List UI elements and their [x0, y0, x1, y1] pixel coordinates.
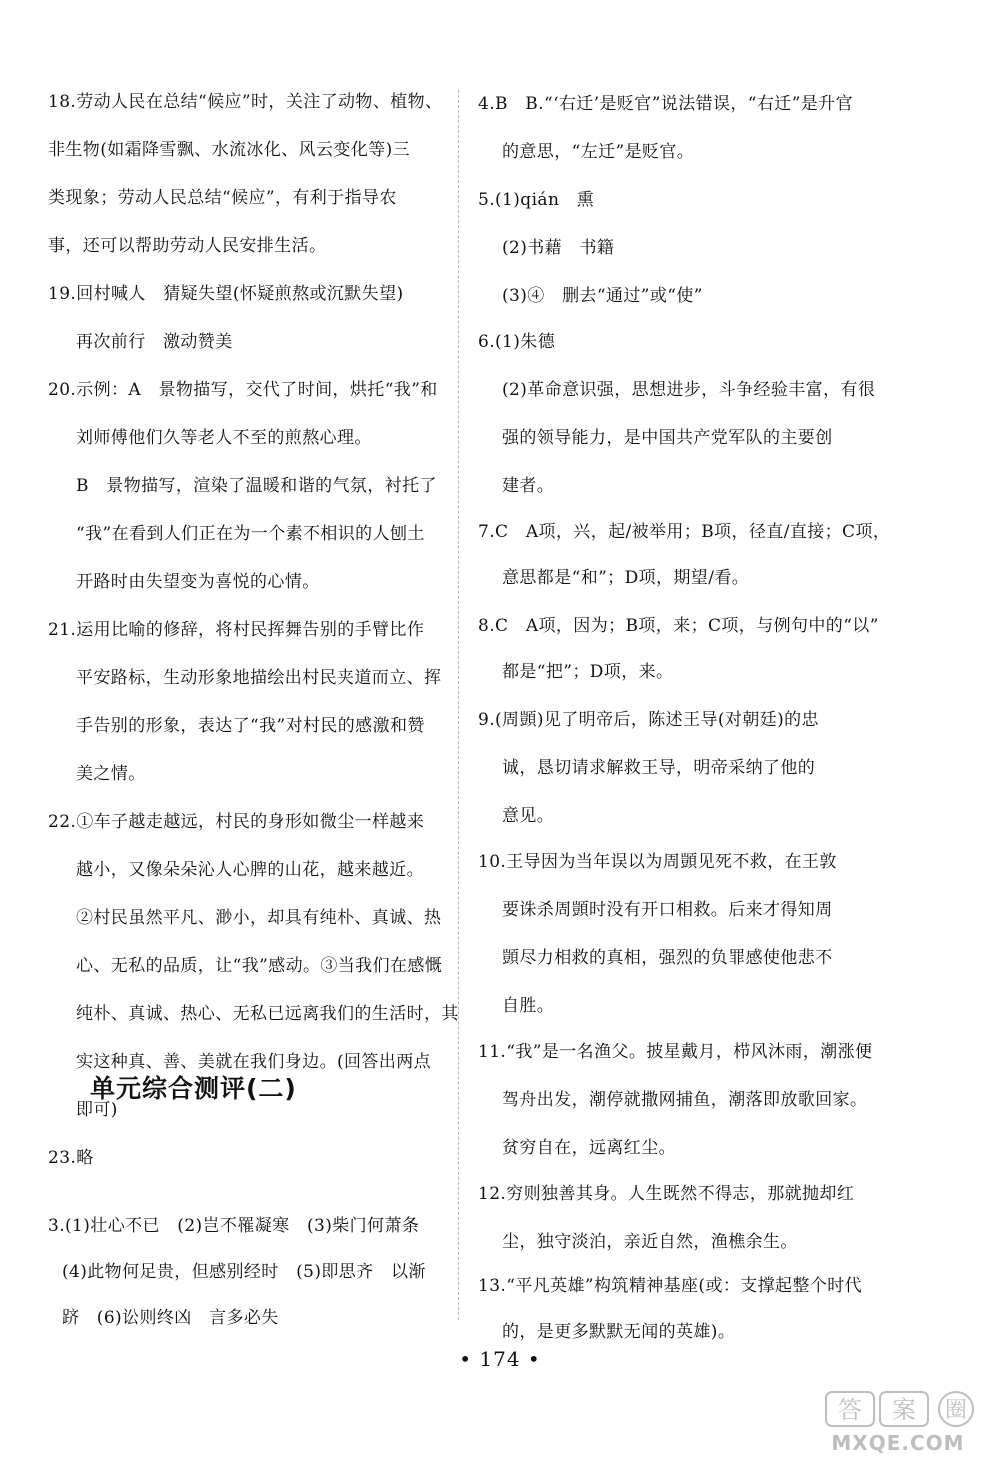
answer-line: 意思都是“和”；D项，期望/看。	[502, 568, 750, 588]
watermark-logo-char: 案	[892, 1396, 916, 1424]
answer-line: 美之情。	[76, 764, 146, 784]
answer-line: 19.回村喊人 猜疑失望(怀疑煎熬或沉默失望)	[48, 284, 404, 304]
answer-line: 平安路标，生动形象地描绘出村民夹道而立、挥	[76, 668, 442, 688]
answer-line: 尘，独守淡泊，亲近自然，渔樵余生。	[502, 1232, 798, 1252]
answer-line: 21.运用比喻的修辞，将村民挥舞告别的手臂比作	[48, 620, 425, 640]
answer-line: 8.C A项，因为；B项，来；C项，与例句中的“以”	[478, 616, 879, 636]
answer-line: 强的领导能力，是中国共产党军队的主要创	[502, 428, 833, 448]
answer-line: 跻 (6)讼则终凶 言多必失	[62, 1308, 279, 1328]
answer-line: 心、无私的品质，让“我”感动。③当我们在感慨	[76, 956, 443, 976]
answer-line: 6.(1)朱德	[478, 332, 556, 352]
answer-line: (4)此物何足贵，但感别经时 (5)即思齐 以渐	[62, 1262, 426, 1282]
answer-line: 13.“平凡英雄”构筑精神基座(或：支撑起整个时代	[478, 1276, 863, 1296]
answer-line: 事，还可以帮助劳动人民安排生活。	[48, 236, 327, 256]
answer-line: 越小，又像朵朵沁人心脾的山花，越来越近。	[76, 860, 424, 880]
answer-line: 非生物(如霜降雪飘、水流冰化、风云变化等)三	[48, 140, 411, 160]
answer-line: 4.B B.“‘右迁’是贬官”说法错误，“右迁”是升官	[478, 94, 853, 114]
answer-line: 要诛杀周顗时没有开口相救。后来才得知周	[502, 900, 833, 920]
answer-line: 再次前行 激动赞美	[76, 332, 233, 352]
watermark-logo	[806, 1390, 990, 1454]
answer-line: 贫穷自在，远离红尘。	[502, 1138, 676, 1158]
watermark-logo-char: 答	[838, 1396, 862, 1424]
answer-line: “我”在看到人们正在为一个素不相识的人刨土	[76, 524, 425, 544]
answer-line: B 景物描写，渲染了温暖和谐的气氛，衬托了	[76, 476, 437, 496]
answer-line: 23.略	[48, 1148, 94, 1168]
answer-line: 的意思，“左迁”是贬官。	[502, 142, 695, 162]
watermark-site-text: MXQE.COM	[831, 1431, 965, 1454]
answer-line: 纯朴、真诚、热心、无私已远离我们的生活时，其	[76, 1004, 459, 1024]
answer-line: 12.穷则独善其身。人生既然不得志，那就抛却红	[478, 1184, 855, 1204]
answer-line: 开路时由失望变为喜悦的心情。	[76, 572, 320, 592]
answer-line: 意见。	[502, 806, 555, 826]
column-divider	[458, 90, 459, 1320]
answer-line: 5.(1)qián 熏	[478, 190, 595, 210]
answer-line: 11.“我”是一名渔父。披星戴月，栉风沐雨，潮涨便	[478, 1042, 873, 1062]
answer-line: 都是“把”；D项，来。	[502, 662, 674, 682]
answer-line: 自胜。	[502, 996, 555, 1016]
answer-line: 刘师傅他们久等老人不至的煎熬心理。	[76, 428, 372, 448]
watermark-logo-char: 圈	[944, 1398, 968, 1423]
answer-line: 18.劳动人民在总结“候应”时，关注了动物、植物、	[48, 92, 443, 112]
answer-line: 即可)	[76, 1100, 118, 1120]
answer-line: ②村民虽然平凡、渺小，却具有纯朴、真诚、热	[76, 908, 442, 928]
answer-line: 20.示例：A 景物描写，交代了时间，烘托“我”和	[48, 380, 438, 400]
answer-line: 22.①车子越走越远，村民的身形如微尘一样越来	[48, 812, 425, 832]
answer-line: 的，是更多默默无闻的英雄)。	[502, 1322, 736, 1342]
answer-line: (3)④ 删去“通过”或“使”	[502, 286, 703, 306]
page-number: • 174 •	[459, 1347, 541, 1371]
section-title: 单元综合测评(二)	[90, 1074, 297, 1103]
answer-line: (2)书藉 书籍	[502, 238, 615, 258]
answer-line: 9.(周顗)见了明帝后，陈述王导(对朝廷)的忠	[478, 710, 819, 730]
answer-line: 驾舟出发，潮停就撒网捕鱼，潮落即放歌回家。	[502, 1090, 868, 1110]
answer-line: (2)革命意识强，思想进步，斗争经验丰富，有很	[502, 380, 876, 400]
answer-line: 顗尽力相救的真相，强烈的负罪感使他悲不	[502, 948, 833, 968]
answer-line: 类现象；劳动人民总结“候应”，有利于指导农	[48, 188, 397, 208]
answer-line: 3.(1)壮心不已 (2)岂不罹凝寒 (3)柴门何萧条	[48, 1216, 420, 1236]
answer-line: 手告别的形象，表达了“我”对村民的感激和赞	[76, 716, 425, 736]
answer-line: 建者。	[502, 476, 555, 496]
answer-line: 7.C A项，兴，起/被举用；B项，径直/直接；C项，	[478, 522, 891, 542]
answer-line: 诚，恳切请求解救王导，明帝采纳了他的	[502, 758, 816, 778]
answer-line: 实这种真、善、美就在我们身边。(回答出两点	[76, 1052, 432, 1072]
answer-line: 10.王导因为当年误以为周顗见死不救，在王敦	[478, 852, 837, 872]
